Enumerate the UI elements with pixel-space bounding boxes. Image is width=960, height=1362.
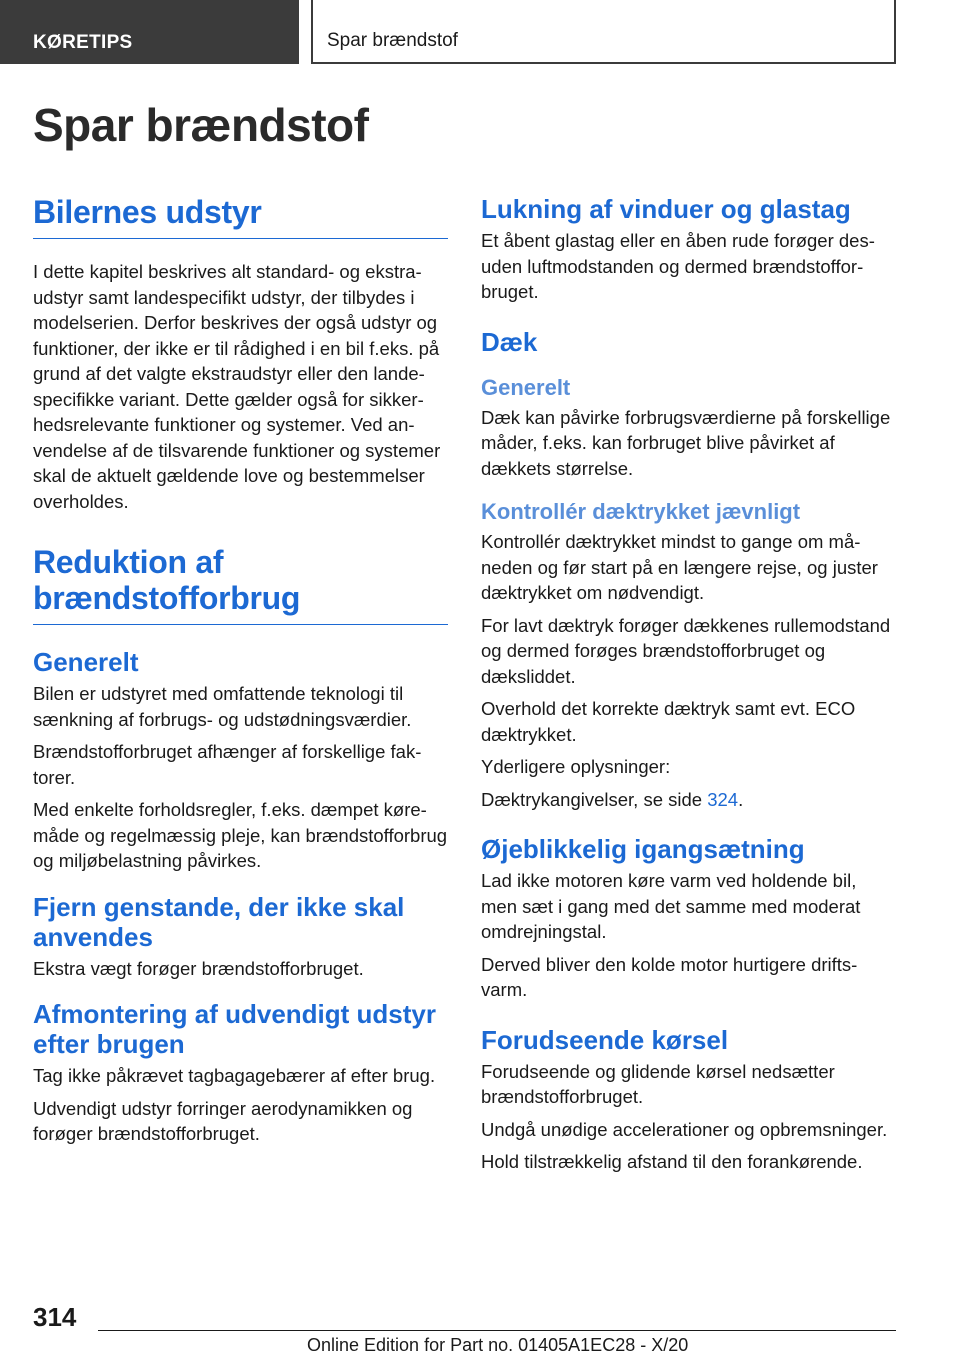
- paragraph: Kontrollér dæktrykket mindst to gange om måneden og før start på en længere rejse, og juster dæktrykket om nødvendigt.: [481, 531, 878, 603]
- paragraph: For lavt dæktryk forøger dækkenes rullemodstand og dermed forøges brændstofforbruget og dæksliddet.: [481, 614, 891, 687]
- paragraph: Derved bliver den kolde motor hurtigere driftsvarm.: [481, 953, 858, 1000]
- paragraph: Hold tilstrækkelig afstand til den forankørende.: [481, 1151, 863, 1172]
- heading-reduktion: Reduktion af brændstofforbrug: [33, 544, 448, 625]
- paragraph: Lad ikke motoren køre varm ved holdende bil, men sæt i gang med det samme med moderat omdrejningstal.: [481, 870, 861, 942]
- heading-kontroller-daektryk: Kontrollér dæktrykket jævnligt: [481, 499, 801, 524]
- paragraph: Med enkelte forholdsregler, f.eks. dæmpet køremåde og regelmæssig pleje, kan brændstofforbrug og miljøbelastning påvirkes.: [33, 799, 448, 871]
- heading-ojeblikkelig-igangsaetning: Øjeblikkelig igangsætning: [481, 834, 805, 864]
- paragraph: Ekstra vægt forøger brændstofforbruget.: [33, 957, 364, 979]
- paragraph: Forudseende og glidende kørsel nedsætter brændstofforbruget.: [481, 1060, 835, 1107]
- paragraph: Brændstofforbruget afhænger af forskellige faktorer.: [33, 741, 422, 788]
- heading-daek: Dæk: [481, 326, 538, 357]
- paragraph: Tag ikke påkrævet tagbagagebærer af efter brug.: [33, 1065, 436, 1086]
- paragraph-end: .: [738, 788, 744, 810]
- heading-daek-generelt: Generelt: [481, 374, 571, 400]
- page-reference-link[interactable]: 324: [707, 788, 739, 810]
- header-section-label: KØRETIPS: [0, 0, 299, 64]
- paragraph-with-link: [481, 787, 896, 813]
- page-header: [0, 0, 960, 66]
- heading-afmontering: Afmontering af udvendigt udstyr efter brugen: [33, 999, 436, 1059]
- right-column: [481, 188, 896, 1175]
- paragraph: Yderligere oplysninger:: [481, 756, 671, 777]
- paragraph: Udvendigt udstyr forringer aerodynamikken og forøger brændstofforbruget.: [33, 1097, 413, 1144]
- paragraph: Et åbent glastag eller en åben rude forøger desuden luftmodstanden og dermed brændstofforbruget.: [481, 230, 875, 302]
- paragraph: Overhold det korrekte dæktryk samt evt. ECO dæktrykket.: [481, 698, 856, 745]
- left-column: [33, 188, 448, 1147]
- heading-bilernes-udstyr: Bilernes udstyr: [33, 194, 448, 239]
- heading-generelt: Generelt: [33, 647, 139, 677]
- paragraph: Bilen er udstyret med omfattende teknologi til sænkning af forbrugs- og udstødningsværdier.: [33, 683, 412, 730]
- paragraph: Dæk kan påvirke forbrugsværdierne på forskellige måder, f.eks. kan forbruget blive påvirket af dækkets størrelse.: [481, 406, 891, 479]
- page-number: 314: [33, 1302, 77, 1332]
- paragraph-text: Dæktrykangivelser, se side: [481, 788, 708, 810]
- paragraph: I dette kapitel beskrives alt standard- og ekstraudstyr samt landespecifikt udstyr, der tilbydes i modelserien. Derfor beskrives der også udstyr og funktioner, der ikke er til rådighed i en bil f.eks. på grund af det valgte ekstraudstyr eller den landespecifikke variant. Dette gælder også for sikkerhedsrelevante funktioner og systemer. Ved anvendelse af de tilsvarende funktioner og systemer skal de aktuelt gældende love og bestemmelser overholdes.: [33, 261, 441, 512]
- page-title: Spar brændstof: [33, 99, 369, 151]
- header-topic-label: Spar brændstof: [311, 0, 896, 64]
- heading-forudseende-korsel: Forudseende kørsel: [481, 1024, 729, 1055]
- footer-edition-text: Online Edition for Part no. 01405A1EC28 - X/20: [307, 1335, 689, 1355]
- paragraph: Undgå unødige accelerationer og opbremsninger.: [481, 1118, 888, 1140]
- heading-fjern-genstande: Fjern genstande, der ikke skal anvendes: [33, 891, 405, 952]
- footer-divider: [98, 1330, 896, 1331]
- heading-lukning: Lukning af vinduer og glastag: [481, 194, 851, 224]
